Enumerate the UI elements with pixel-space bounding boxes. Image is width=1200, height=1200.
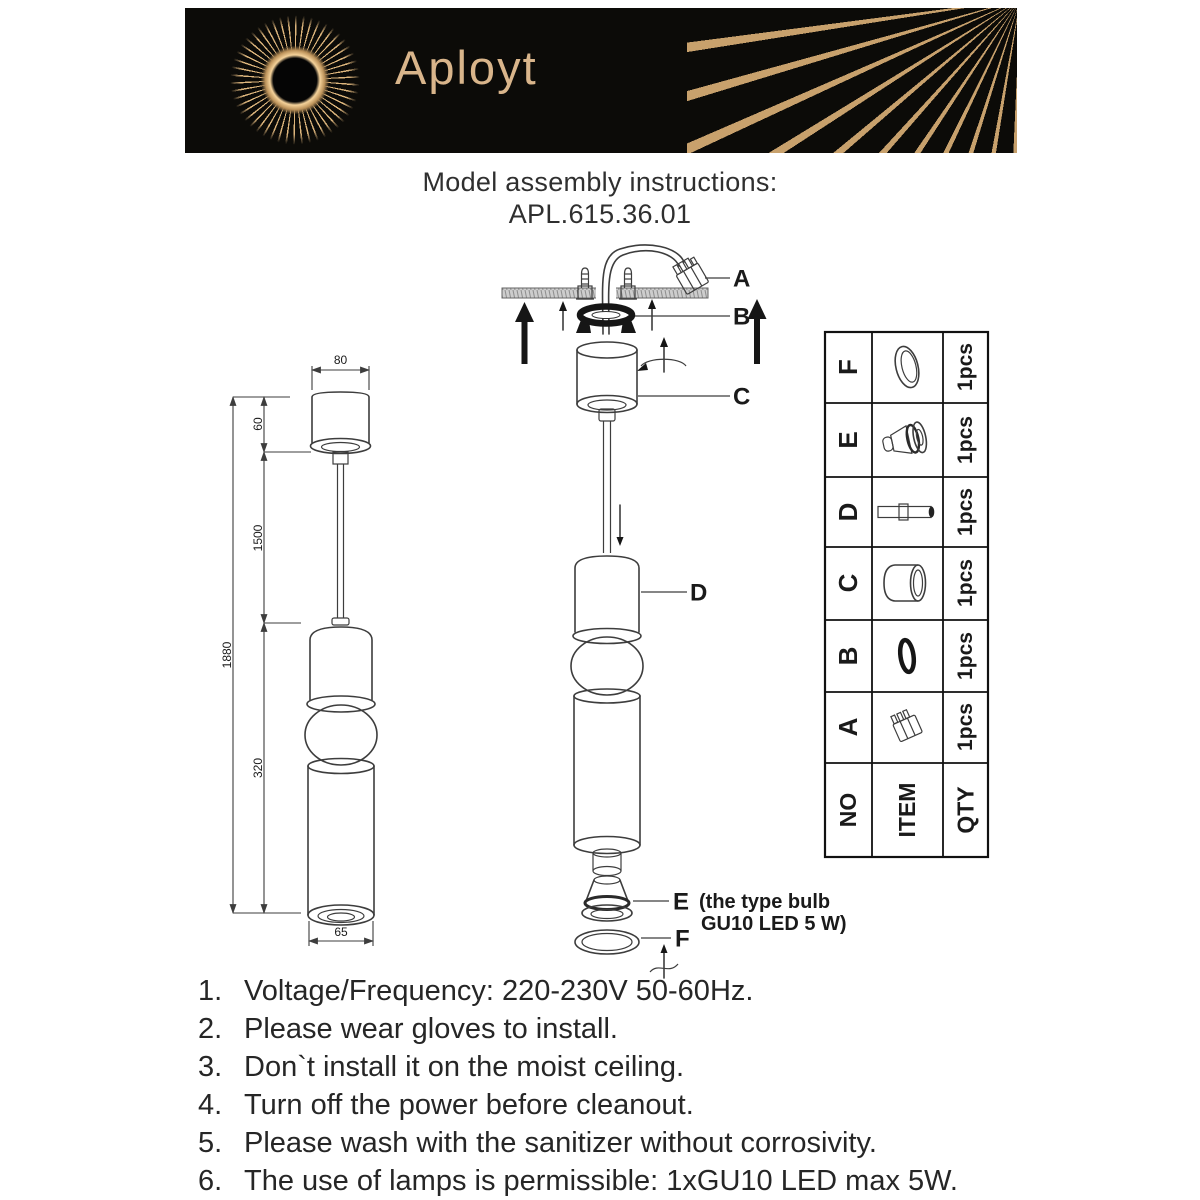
small-up-arrow-right-icon [648,299,656,330]
instruction-text: Please wash with the sanitizer without corrosivity. [244,1127,877,1159]
dimension-labels [220,353,348,939]
table-row-letter: E [833,431,863,449]
instruction-text: Don`t install it on the moist ceiling. [244,1051,685,1083]
dim-rod-length: 1500 [251,524,265,552]
instruction-text: Voltage/Frequency: 220-230V 50-60Hz. [244,975,754,1007]
table-row-qty: 1pcs [954,632,977,680]
part-label-d: D [690,579,708,607]
bulb-note-line1: (the type bulb [699,891,831,913]
table-row-letter: D [833,502,863,522]
wire-connector-icon [890,708,923,742]
rotate-indicator-top-icon [637,337,686,372]
table-row-qty: 1pcs [954,343,977,391]
dimensioned-lamp-drawing [220,353,377,946]
instruction-item [198,1010,958,1048]
rod-icon [878,504,934,520]
dim-bottom-width: 65 [334,925,348,939]
dim-canopy-width: 80 [333,353,348,367]
instruction-number: 2. [198,1013,223,1045]
table-header-item: ITEM [894,782,920,838]
instruction-item [198,972,958,1010]
ceiling-bar [502,286,708,300]
page-title: Model assembly instructions: [422,167,778,197]
instruction-text: Turn off the power before cleanout. [244,1089,694,1121]
instruction-number: 6. [198,1165,223,1197]
part-label-c: C [733,383,751,411]
table-header-no: NO [835,792,861,828]
part-label-f: F [675,925,690,953]
instruction-text: Please wear gloves to install. [244,1013,618,1045]
canopy-assembly [577,342,637,553]
canopy-cup-icon [884,565,926,601]
table-header-qty: QTY [952,786,979,834]
bulb-note-line2: GU10 LED 5 W) [701,913,847,935]
ring-trim-icon [891,344,923,390]
leader-lines [633,278,730,938]
instruction-item [198,1124,958,1162]
instruction-number: 3. [198,1051,223,1083]
instruction-list [198,972,958,1200]
push-up-arrow-left-icon [515,302,534,364]
gu10-bulb [582,876,632,921]
dim-total-height: 1880 [220,641,234,669]
dim-body-height: 320 [251,757,265,779]
table-row-letter: C [833,573,863,593]
rod-outline [332,464,349,625]
small-up-arrow-left-icon [559,301,567,330]
part-label-a: A [733,265,751,293]
part-label-b: B [733,303,751,331]
instruction-number: 5. [198,1127,223,1159]
instruction-item [198,1048,958,1086]
instruction-text: The use of lamps is permissible: 1xGU10 LED max 5W. [244,1165,958,1197]
brand-name: Aployt [395,41,538,94]
parts-table [825,332,988,857]
mounting-ring [576,307,636,334]
model-number: APL.615.36.01 [508,199,692,229]
table-row-qty: 1pcs [954,703,977,751]
gu10-bulb-icon [880,421,929,460]
dim-canopy-height: 60 [251,417,265,431]
instruction-item [198,1086,958,1124]
table-row-letter: A [833,717,863,737]
table-row-letter: B [833,646,863,666]
instruction-number: 1. [198,975,223,1007]
lamp-body-assembly [571,556,643,876]
table-row-qty: 1pcs [954,559,977,607]
mounting-ring-icon [898,639,915,672]
table-row-letter: F [833,359,863,375]
part-label-e: E [673,888,690,916]
canopy-outline [311,392,371,464]
table-row-qty: 1pcs [954,416,977,464]
trim-ring [575,930,639,954]
exploded-assembly-drawing [502,245,847,978]
instruction-item [198,1162,958,1200]
table-row-qty: 1pcs [954,488,977,536]
push-up-arrow-right-icon [748,299,767,364]
instruction-number: 4. [198,1089,223,1121]
lamp-body-outline [305,627,377,925]
slide-down-arrow-icon [617,505,624,546]
